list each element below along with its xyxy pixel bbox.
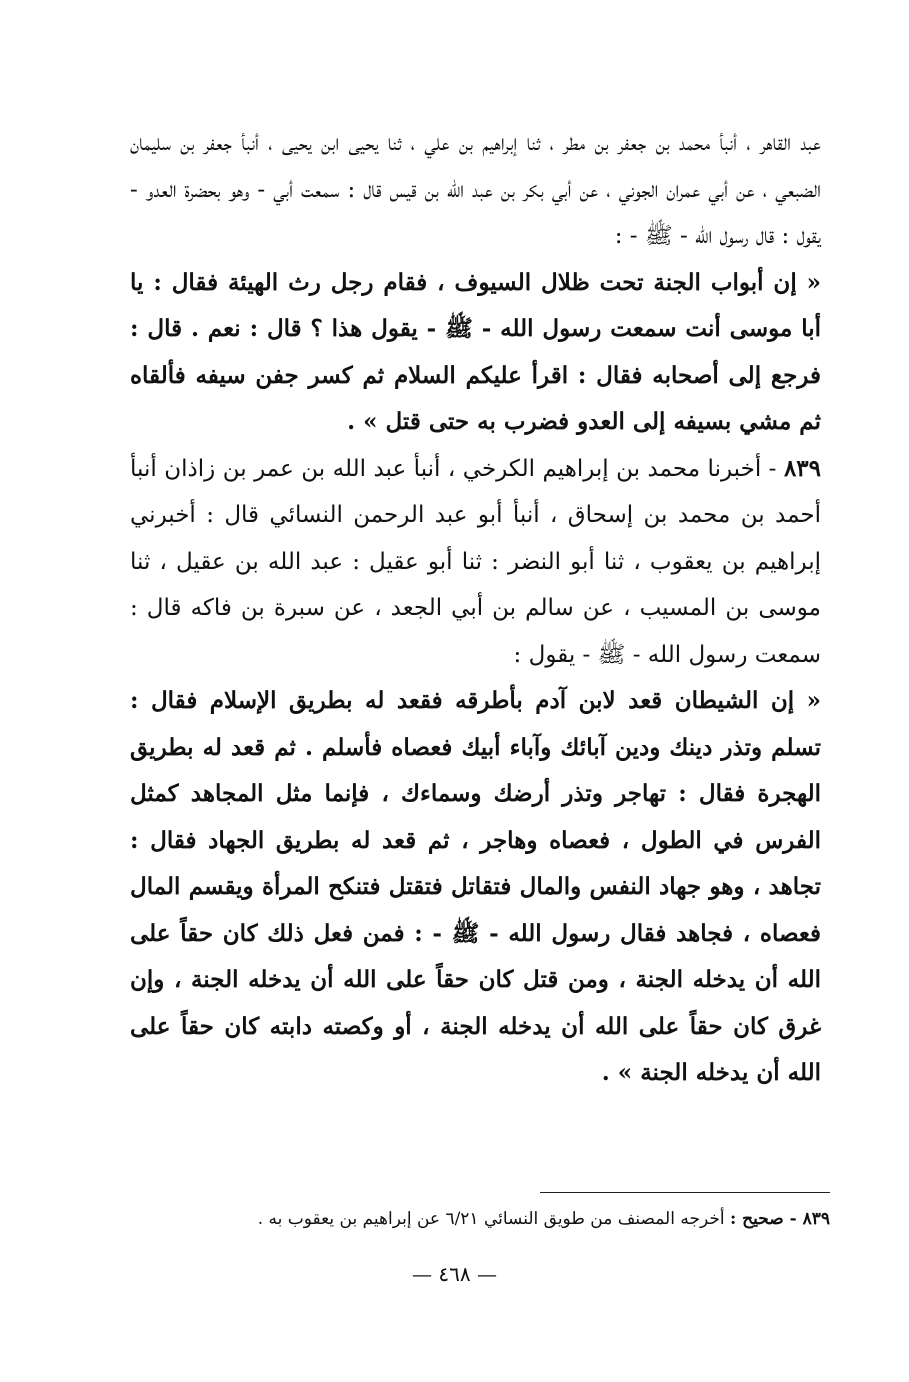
hadith-number: ٨٣٩ bbox=[783, 454, 822, 482]
hadith-text-2: « إن الشيطان قعد لابن آدم بأطرقه فقعد له بطريق الإسلام فقال : تسلم وتذر دينك ودين آبائك وآباء أبيك فعصاه فأسلم . ثم قعد له بطريق الهجرة فقال : تهاجر وتذر أرضك وسماءك ، فإنما مثل المجاهد كمثل الفرس في الطول ، فعصاه وهاجر ، ثم قعد له بطريق الجهاد فقال : تجاهد ، وهو جهاد النفس والمال فتقاتل فتقتل فتنكح المرأة ويقسم المال فعصاه ، فجاهد فقال رسول الله - ﷺ - : فمن فعل ذلك كان حقاً على الله أن يدخله الجنة ، ومن قتل كان حقاً على الله أن يدخله الجنة ، وإن غرق كان حقاً على الله أن يدخله الجنة ، أو وكصته دابته كان حقاً على الله أن يدخله الجنة » . bbox=[130, 687, 821, 1086]
isnad-paragraph-2 bbox=[130, 446, 821, 679]
hadith-text-1: « إن أبواب الجنة تحت ظلال السيوف ، فقام رجل رث الهيئة فقال : يا أبا موسى أنت سمعت رسول الله - ﷺ - يقول هذا ؟ قال : نعم . قال : فرجع إلى أصحابه فقال : اقرأ عليكم السلام ثم كسر جفن سيفه فألقاه ثم مشي بسيفه إلى العدو فضرب به حتى قتل » . bbox=[130, 268, 821, 435]
footnote-text: أخرجه المصنف من طويق النسائي ٦/٢١ عن إبراهيم بن يعقوب به . bbox=[257, 1209, 725, 1229]
isnad-text-2: - أخبرنا محمد بن إبراهيم الكرخي ، أنبأ عبد الله بن عمر بن زاذان أنبأ أحمد بن محمد بن إسحاق ، أنبأ أبو عبد الرحمن النسائي قال : أخبرني إبراهيم بن يعقوب ، ثنا أبو النضر : ثنا أبو عقيل : عبد الله بن عقيل ، ثنا موسى بن المسيب ، عن سالم بن أبي الجعد ، عن سبرة بن فاكه قال : سمعت رسول الله - ﷺ - يقول : bbox=[130, 455, 821, 668]
footnote-divider bbox=[540, 1192, 830, 1193]
isnad-paragraph-1: عبد القاهر ، أنبأ محمد بن جعفر بن مطر ، ثنا إبراهيم بن علي ، ثنا يحيى ابن يحيى ، أنبأ جعفر بن سليمان الضبعي ، عن أبي عمران الجوني ، عن أبي بكر بن عبد الله بن قيس قال : سمعت أبي - وهو بحضرة العدو - يقول : قال رسول الله - ﷺ - : bbox=[130, 130, 821, 249]
footnote-head: ٨٣٩ - صحيح : bbox=[729, 1209, 830, 1229]
page-number: — ٤٦٨ — bbox=[412, 1262, 497, 1286]
footnote bbox=[90, 1205, 830, 1233]
